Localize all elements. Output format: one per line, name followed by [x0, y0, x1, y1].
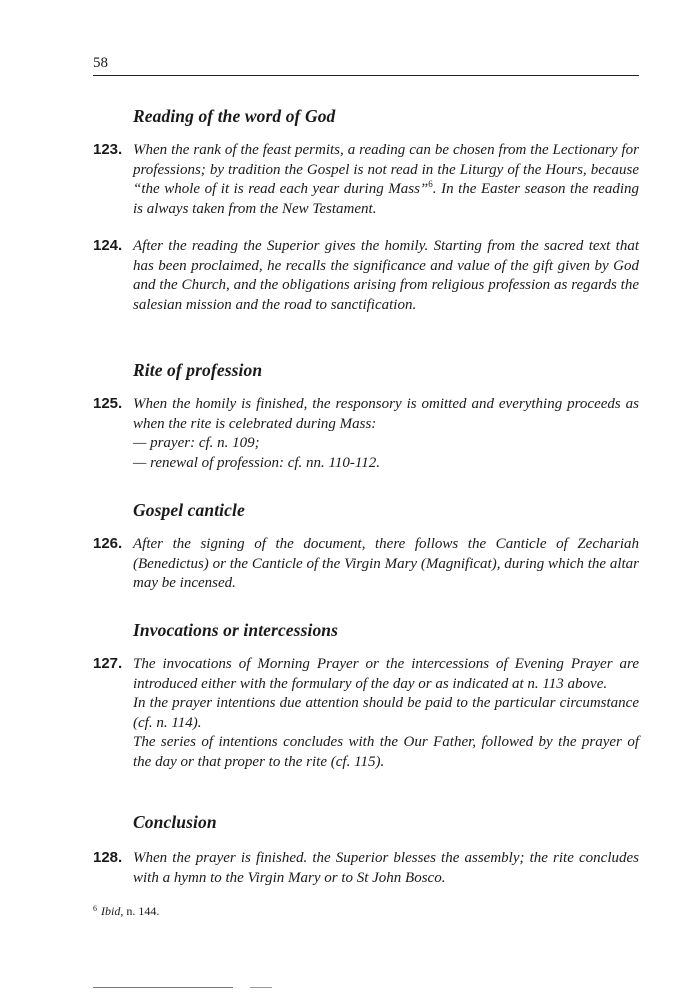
section-heading-reading: Reading of the word of God	[133, 106, 336, 126]
paragraph-intro: When the homily is finished, the responsory is omitted and everything proceeds as when the rite is celebrated during Mass:	[133, 396, 639, 432]
list-item-prayer: — prayer: cf. n. 109;	[133, 435, 260, 451]
paragraph-128	[93, 849, 639, 888]
paragraph-number: 126.	[93, 535, 123, 552]
section-heading-conclusion: Conclusion	[133, 812, 217, 832]
paragraph-text-part: When the rank of the feast permits, a reading can be chosen from the Lectionary for professions; by tradition the Gospel is not read in the Liturgy of the Hours, because “the whole of it is read each year during Mass”	[133, 142, 639, 197]
section-heading-rite-of-profession: Rite of profession	[133, 360, 263, 380]
paragraph-text	[133, 655, 639, 772]
paragraph-number: 123.	[93, 141, 123, 158]
paragraph-part: In the prayer intentions due attention should be paid to the particular circumstance (cf. n. 114).	[133, 695, 639, 731]
paragraph-number: 125.	[93, 395, 123, 412]
section-heading-invocations: Invocations or intercessions	[133, 620, 339, 640]
paragraph-text	[133, 141, 639, 219]
paragraph-126	[93, 535, 639, 594]
page-number: 58	[93, 55, 108, 71]
header-rule	[93, 75, 639, 76]
paragraph-number: 128.	[93, 849, 123, 866]
paragraph-123	[93, 141, 639, 219]
footnote-ref[interactable]: 6	[428, 179, 433, 189]
list-item-renewal: — renewal of profession: cf. nn. 110-112.	[133, 454, 381, 471]
paragraph-127	[93, 655, 639, 772]
paragraph-number: 124.	[93, 237, 123, 254]
paragraph-text-part: . In the Easter season the reading is always taken from the New Testament.	[133, 181, 640, 217]
paragraph-part: The series of intentions concludes with the Our Father, followed by the prayer of the day or that proper to the rite (cf. 115).	[133, 734, 639, 770]
paragraph-part: The invocations of Morning Prayer or the intercessions of Evening Prayer are introduced either with the formulary of the day or as indicated at n. 113 above.	[133, 656, 639, 692]
paragraph-text	[133, 395, 639, 473]
paragraph-text: After the reading the Superior gives the homily. Starting from the sacred text that has been proclaimed, he recalls the significance and value of the gift given by God and the Church, and the obligations arising from religious profession as regards the salesian mission and the road to sanctification.	[133, 238, 639, 313]
footnote	[93, 904, 159, 919]
paragraph-text: After the signing of the document, there follows the Canticle of Zechariah (Benedictus) or the Canticle of the Virgin Mary (Magnificat), during which the altar may be incensed.	[133, 536, 639, 591]
footnote-text: , n. 144.	[120, 904, 160, 918]
paragraph-124	[93, 237, 639, 315]
footnote-mark: 6	[93, 904, 97, 913]
bottom-rule-fragment	[250, 987, 272, 988]
bottom-rule	[93, 987, 233, 988]
paragraph-125	[93, 395, 639, 473]
paragraph-number: 127.	[93, 655, 123, 672]
footnote-ibid: Ibid	[101, 904, 121, 918]
paragraph-text: When the prayer is finished. the Superior blesses the assembly; the rite concludes with a hymn to the Virgin Mary or to St John Bosco.	[133, 850, 639, 886]
section-heading-gospel-canticle: Gospel canticle	[133, 500, 245, 520]
